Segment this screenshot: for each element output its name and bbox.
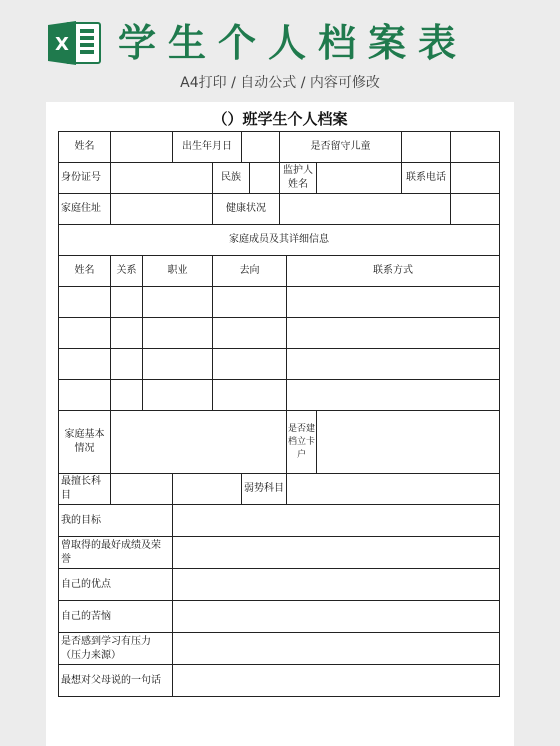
words-to-parents-field[interactable]	[173, 665, 500, 697]
family-cell[interactable]	[213, 287, 287, 318]
family-cell[interactable]	[287, 349, 500, 380]
family-cell[interactable]	[213, 349, 287, 380]
family-cell[interactable]	[59, 349, 111, 380]
health-extra-field[interactable]	[451, 194, 500, 225]
family-cell[interactable]	[143, 318, 213, 349]
family-cell[interactable]	[143, 287, 213, 318]
family-cell[interactable]	[287, 380, 500, 411]
family-cell[interactable]	[59, 287, 111, 318]
label-worries: 自己的苦恼	[59, 601, 173, 633]
strengths-field[interactable]	[173, 569, 500, 601]
label-honors: 曾取得的最好成绩及荣誉	[59, 537, 173, 569]
label-address: 家庭住址	[59, 194, 111, 225]
label-words-to-parents: 最想对父母说的一句话	[59, 665, 173, 697]
best-subject-field[interactable]	[111, 474, 173, 505]
label-id-no: 身份证号	[59, 163, 111, 194]
student-profile-form	[58, 131, 500, 697]
document-title: （）班学生个人档案	[212, 110, 348, 128]
family-col-whereabouts: 去向	[213, 256, 287, 287]
label-card-file: 是否建档立卡户	[287, 411, 317, 474]
family-cell[interactable]	[143, 380, 213, 411]
worries-field[interactable]	[173, 601, 500, 633]
document-sheet	[46, 102, 514, 746]
best-subject-field-2[interactable]	[173, 474, 242, 505]
label-pressure: 是否感到学习有压力（压力来源）	[59, 633, 173, 665]
goal-field[interactable]	[173, 505, 500, 537]
family-col-name: 姓名	[59, 256, 111, 287]
page-subtitle: A4打印 / 自动公式 / 内容可修改	[180, 75, 380, 91]
family-cell[interactable]	[287, 318, 500, 349]
pressure-field[interactable]	[173, 633, 500, 665]
label-family-basic: 家庭基本情况	[59, 411, 111, 474]
label-health: 健康状况	[213, 194, 280, 225]
family-cell[interactable]	[111, 380, 143, 411]
phone-field[interactable]	[451, 163, 500, 194]
ethnicity-field[interactable]	[250, 163, 280, 194]
label-birth: 出生年月日	[173, 132, 242, 163]
family-cell[interactable]	[111, 349, 143, 380]
excel-logo-icon	[46, 19, 102, 67]
label-name: 姓名	[59, 132, 111, 163]
page-title: 学生个人档案表	[118, 21, 469, 65]
family-row	[59, 349, 500, 380]
family-basic-field[interactable]	[111, 411, 287, 474]
family-row	[59, 287, 500, 318]
extra-field[interactable]	[451, 132, 500, 163]
excel-logo-letter: X	[55, 34, 69, 55]
label-phone: 联系电话	[402, 163, 451, 194]
family-col-job: 职业	[143, 256, 213, 287]
family-cell[interactable]	[143, 349, 213, 380]
family-cell[interactable]	[111, 287, 143, 318]
family-cell[interactable]	[287, 287, 500, 318]
id-no-field[interactable]	[111, 163, 213, 194]
card-file-field[interactable]	[317, 411, 500, 474]
family-section-heading: 家庭成员及其详细信息	[59, 225, 500, 256]
weak-subject-field[interactable]	[287, 474, 500, 505]
left-behind-field[interactable]	[402, 132, 451, 163]
label-weak-subject: 弱势科目	[242, 474, 287, 505]
label-left-behind: 是否留守儿童	[280, 132, 402, 163]
health-field[interactable]	[280, 194, 451, 225]
name-field[interactable]	[111, 132, 173, 163]
label-strengths: 自己的优点	[59, 569, 173, 601]
family-cell[interactable]	[213, 380, 287, 411]
label-best-subject: 最擅长科目	[59, 474, 111, 505]
family-col-relation: 关系	[111, 256, 143, 287]
address-field[interactable]	[111, 194, 213, 225]
family-row	[59, 380, 500, 411]
family-col-contact: 联系方式	[287, 256, 500, 287]
honors-field[interactable]	[173, 537, 500, 569]
family-cell[interactable]	[111, 318, 143, 349]
family-cell[interactable]	[213, 318, 287, 349]
label-goal: 我的目标	[59, 505, 173, 537]
guardian-field[interactable]	[317, 163, 402, 194]
family-row	[59, 318, 500, 349]
family-cell[interactable]	[59, 380, 111, 411]
family-cell[interactable]	[59, 318, 111, 349]
label-guardian: 监护人姓名	[280, 163, 317, 194]
birth-field[interactable]	[242, 132, 280, 163]
label-ethnicity: 民族	[213, 163, 250, 194]
